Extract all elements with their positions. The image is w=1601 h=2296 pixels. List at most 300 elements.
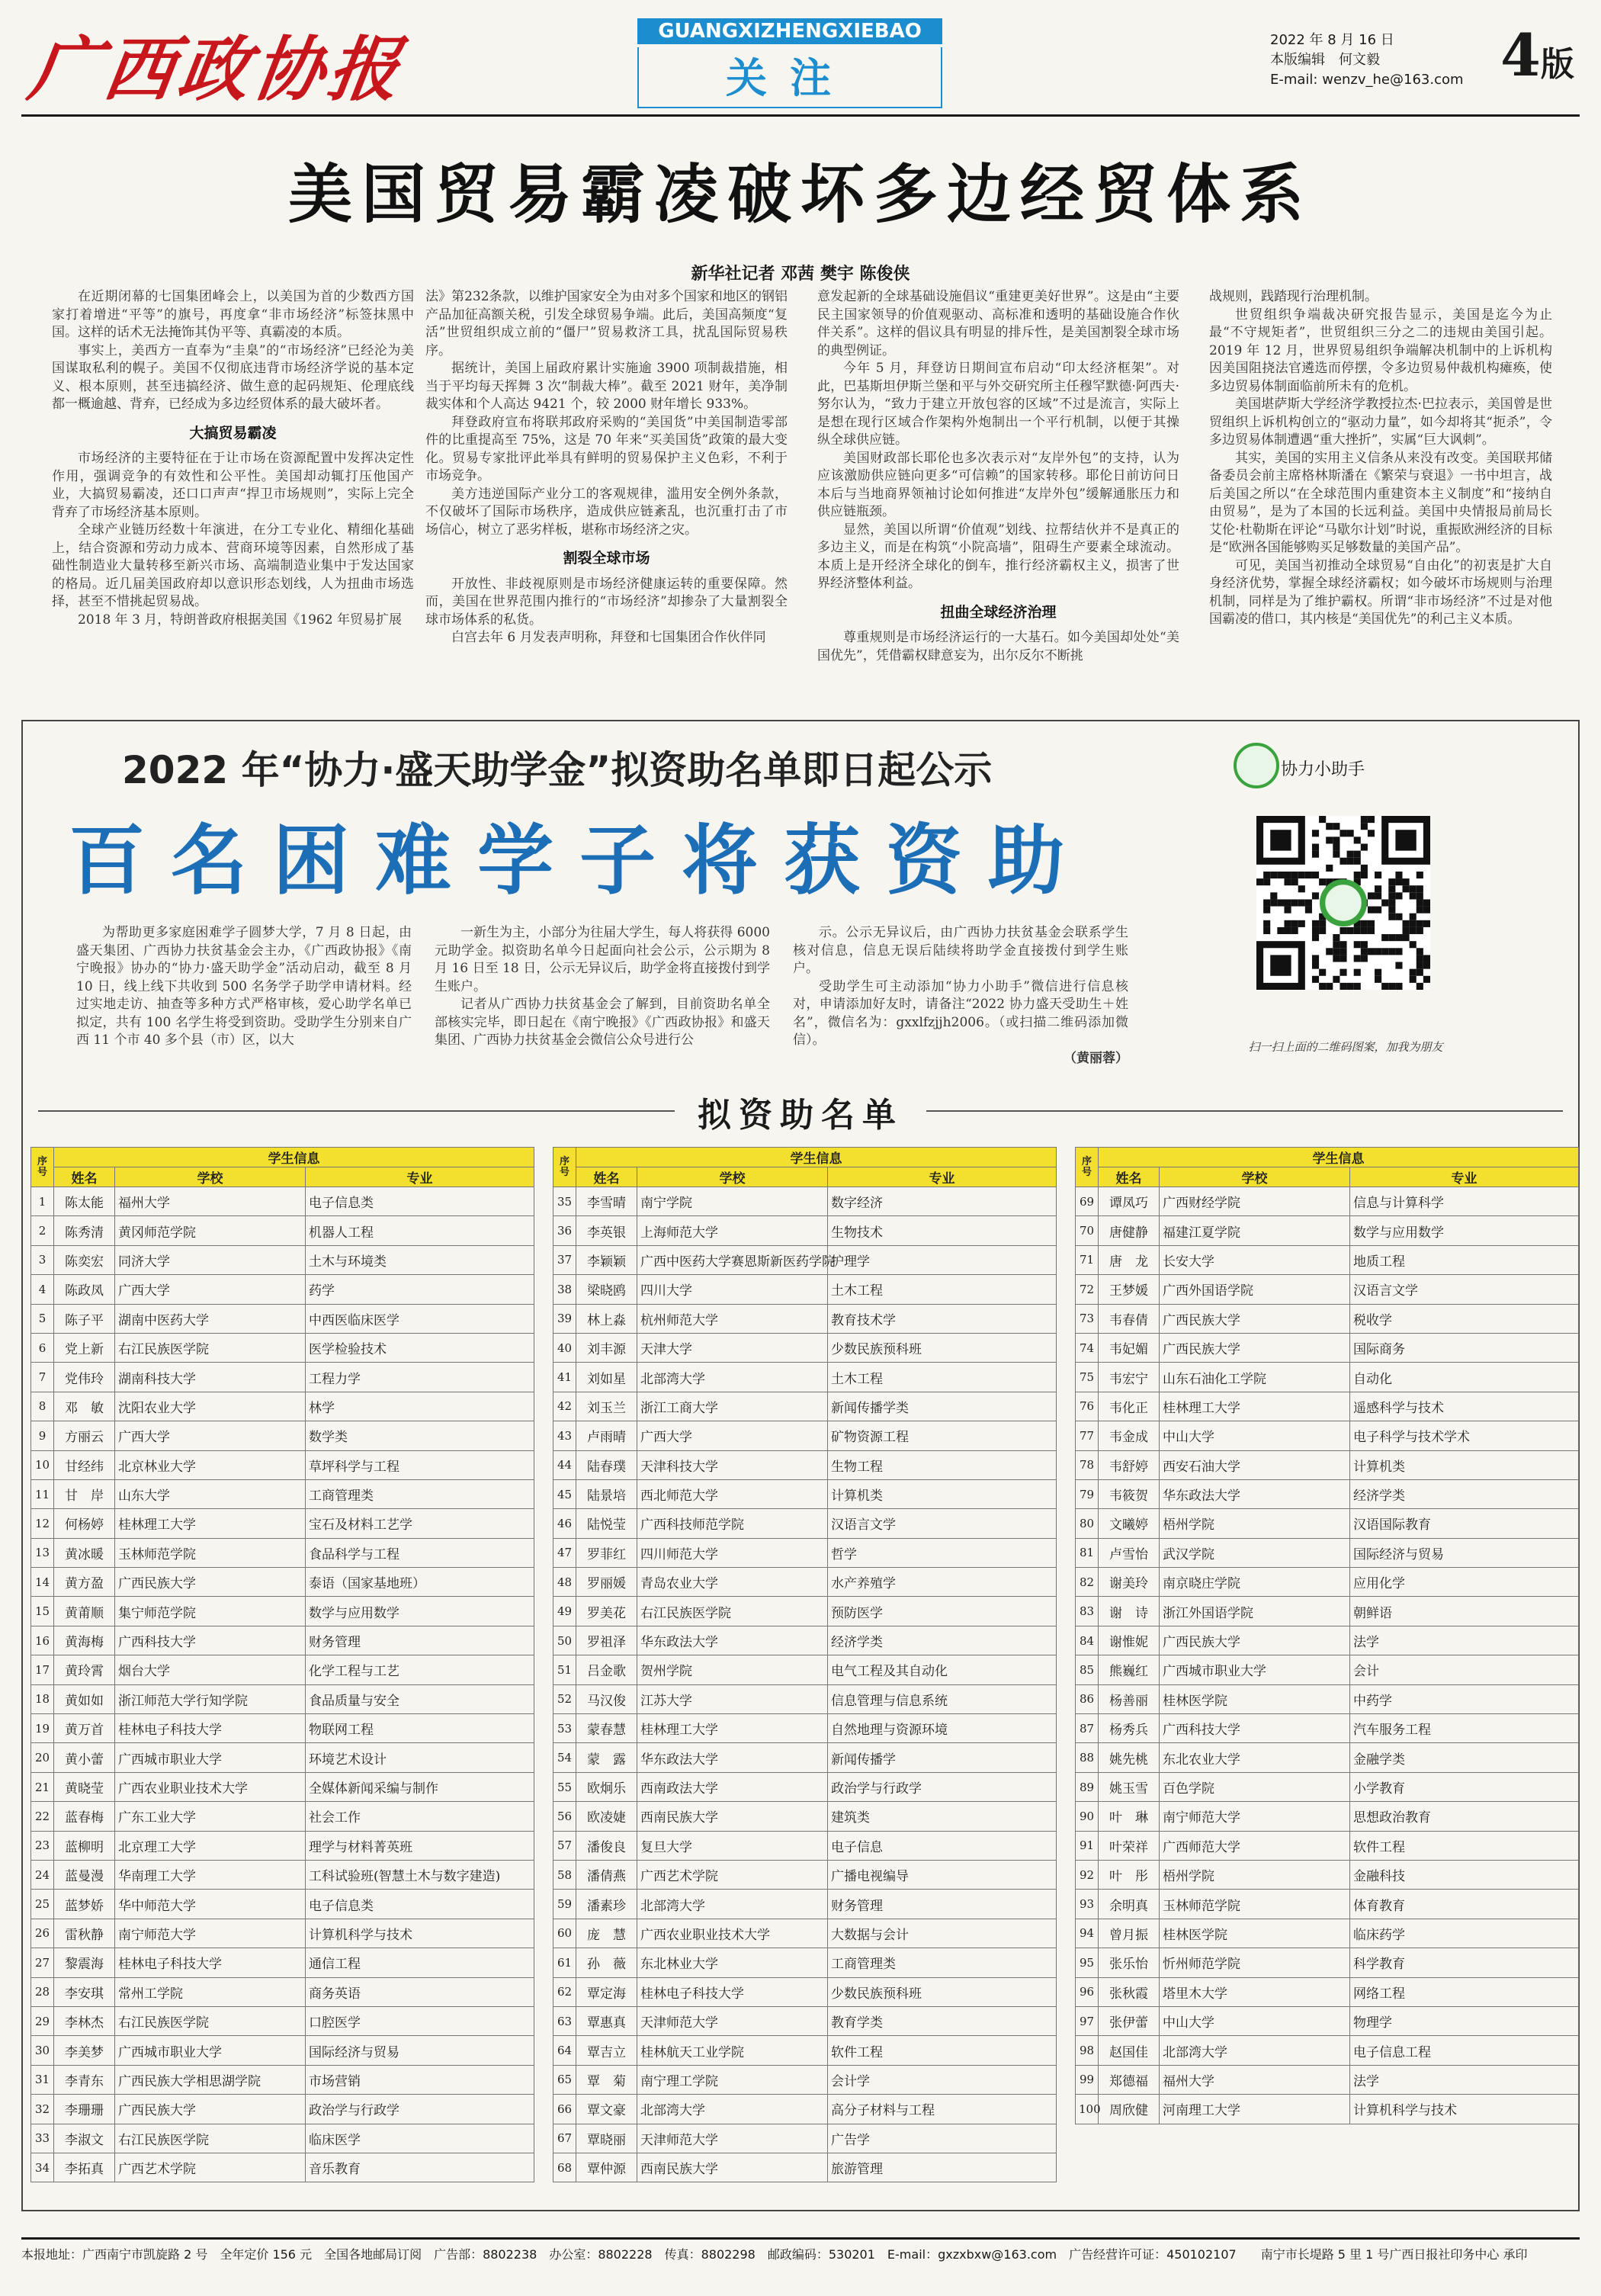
qr-code-icon[interactable] [1256, 816, 1430, 990]
table-row [31, 1421, 534, 1450]
major-name: 汉语言文学 [1350, 1275, 1579, 1304]
student-name: 杨善丽 [1099, 1684, 1160, 1713]
row-number: 73 [1076, 1304, 1099, 1333]
student-name: 黄海梅 [54, 1626, 115, 1655]
major-name: 化学工程与工艺 [306, 1655, 534, 1684]
paragraph: 显然，美国以所谓“价值观”划线、拉帮结伙并不是真正的多边主义，而是在构筑“小院高墙”，阻碍生产要素全球流动。本质上是开经济全球化的倒车，推行经济霸权主义，损害了世界经济整体利益。 [817, 522, 1179, 591]
row-number: 23 [31, 1831, 54, 1860]
major-name: 工科试验班(智慧土木与数字建造) [306, 1860, 534, 1889]
row-number: 82 [1076, 1568, 1099, 1597]
school-name: 南宁理工学院 [637, 2065, 828, 2094]
table-row [553, 1597, 1057, 1626]
school-name: 塔里木大学 [1160, 1977, 1350, 2006]
paragraph: 开放性、非歧视原则是市场经济健康运转的重要保障。然而，美国在世界范围内推行的“市场经济”却掺杂了大量割裂全球市场体系的私货。 [425, 576, 788, 628]
school-name: 广西农业职业技术大学 [637, 1919, 828, 1948]
major-name: 矿物资源工程 [828, 1421, 1057, 1450]
school-name: 广西科技大学 [115, 1626, 306, 1655]
row-number: 56 [553, 1802, 576, 1831]
notice-title: 2022 年“协力·盛天助学金”拟资助名单即日起公示 [122, 748, 993, 792]
student-name: 黄如如 [54, 1684, 115, 1713]
row-number: 50 [553, 1626, 576, 1655]
table-row [31, 1275, 534, 1304]
notice-column-2: 一新生为主，小部分为往届大学生，每人将获得 6000 元助学金。拟资助名单今日起面向社会公示，公示期为 8 月 16 日至 18 日，公示无异议后，助学金将直接拨付到学生账户。 记者从广西协力扶贫基金会了解到，目前资助名单全部核实完毕，即日起在《南宁晚报》《广西政协报》和盛天集团、广西协力扶贫基金会微信公众号进行公 [435, 925, 770, 1048]
major-name: 金融科技 [1350, 1860, 1579, 1889]
major-name: 朝鲜语 [1350, 1597, 1579, 1626]
paragraph: 美国财政部长耶伦也多次表示对“友岸外包”的支持，认为应该激励供应链向更多“可信赖”的国家转移。耶伦日前访问日本后与当地商界领袖讨论如何推进“友岸外包”缓解通胀压力和供应链瓶颈。 [817, 450, 1179, 519]
table-row [31, 1948, 534, 1977]
school-name: 湖南中医药大学 [115, 1304, 306, 1333]
table-row [31, 1333, 534, 1362]
school-name: 山东大学 [115, 1479, 306, 1508]
student-name: 黄冰暖 [54, 1538, 115, 1567]
major-name: 音乐教育 [306, 2153, 534, 2182]
table-row [553, 1772, 1057, 1801]
major-name: 工商管理类 [306, 1479, 534, 1508]
major-name: 应用化学 [1350, 1568, 1579, 1597]
row-number: 19 [31, 1714, 54, 1743]
table-row [553, 1392, 1057, 1421]
student-name: 庞 慧 [576, 1919, 637, 1948]
table-row [31, 1714, 534, 1743]
table-row [31, 1743, 534, 1772]
table-row [1076, 1714, 1579, 1743]
table-row [31, 1802, 534, 1831]
table-row [1076, 2095, 1579, 2124]
school-name: 华东政法大学 [1160, 1479, 1350, 1508]
header-school: 学校 [115, 1167, 306, 1187]
school-name: 河南理工大学 [1160, 2095, 1350, 2124]
student-name: 蒙 露 [576, 1743, 637, 1772]
table-row [1076, 2065, 1579, 2094]
school-name: 福州大学 [115, 1187, 306, 1216]
row-number: 13 [31, 1538, 54, 1567]
school-name: 湖南科技大学 [115, 1363, 306, 1392]
student-name: 叶 琳 [1099, 1802, 1160, 1831]
school-name: 南宁师范大学 [115, 1919, 306, 1948]
row-number: 91 [1076, 1831, 1099, 1860]
major-name: 土木工程 [828, 1363, 1057, 1392]
school-name: 北部湾大学 [637, 2095, 828, 2124]
row-number: 84 [1076, 1626, 1099, 1655]
row-number: 79 [1076, 1479, 1099, 1508]
header-group: 学生信息 [1099, 1148, 1579, 1167]
major-name: 食品质量与安全 [306, 1684, 534, 1713]
table-row [553, 2006, 1057, 2035]
table-row [1076, 1948, 1579, 1977]
student-name: 陆景培 [576, 1479, 637, 1508]
school-name: 西南政法大学 [637, 1772, 828, 1801]
student-name: 韦春倩 [1099, 1304, 1160, 1333]
table-row [553, 1977, 1057, 2006]
table-row [553, 1245, 1057, 1274]
major-name: 草坪科学与工程 [306, 1450, 534, 1479]
major-name: 中药学 [1350, 1684, 1579, 1713]
school-name: 北京林业大学 [115, 1450, 306, 1479]
school-name: 广西民族大学 [1160, 1626, 1350, 1655]
table-row [553, 1890, 1057, 1919]
major-name: 法学 [1350, 1626, 1579, 1655]
row-number: 44 [553, 1450, 576, 1479]
row-number: 37 [553, 1245, 576, 1274]
school-name: 西南民族大学 [637, 1802, 828, 1831]
table-row [553, 1948, 1057, 1977]
major-name: 少数民族预科班 [828, 1333, 1057, 1362]
student-name: 党上新 [54, 1333, 115, 1362]
table-row [31, 1684, 534, 1713]
school-name: 广西大学 [115, 1275, 306, 1304]
student-name: 欧凌婕 [576, 1802, 637, 1831]
table-row [31, 1568, 534, 1597]
major-name: 旅游管理 [828, 2153, 1057, 2182]
table-row [553, 1333, 1057, 1362]
table-row [553, 1538, 1057, 1567]
student-name: 余明真 [1099, 1890, 1160, 1919]
school-name: 福州大学 [1160, 2065, 1350, 2094]
table-row [31, 1450, 534, 1479]
student-name: 陈子平 [54, 1304, 115, 1333]
major-name: 建筑类 [828, 1802, 1057, 1831]
newspaper-logo: 广西政协报 [24, 28, 409, 111]
student-name: 曾月振 [1099, 1919, 1160, 1948]
major-name: 工程力学 [306, 1363, 534, 1392]
student-name: 周欣健 [1099, 2095, 1160, 2124]
major-name: 计算机科学与技术 [306, 1919, 534, 1948]
table-row [31, 2124, 534, 2153]
major-name: 电气工程及其自动化 [828, 1655, 1057, 1684]
table-row [1076, 1333, 1579, 1362]
major-name: 税收学 [1350, 1304, 1579, 1333]
row-number: 20 [31, 1743, 54, 1772]
row-number: 28 [31, 1977, 54, 2006]
table-row [1076, 1977, 1579, 2006]
school-name: 桂林电子科技大学 [637, 1977, 828, 2006]
header-name: 姓名 [576, 1167, 637, 1187]
school-name: 四川大学 [637, 1275, 828, 1304]
student-name: 张秋霞 [1099, 1977, 1160, 2006]
school-name: 天津师范大学 [637, 2124, 828, 2153]
student-name: 覃吉立 [576, 2036, 637, 2065]
school-name: 桂林医学院 [1160, 1684, 1350, 1713]
row-number: 63 [553, 2006, 576, 2035]
major-name: 汉语国际教育 [1350, 1509, 1579, 1538]
school-name: 华南理工大学 [115, 1860, 306, 1889]
row-number: 48 [553, 1568, 576, 1597]
school-name: 百色学院 [1160, 1772, 1350, 1801]
table-row [31, 1919, 534, 1948]
major-name: 数字经济 [828, 1187, 1057, 1216]
school-name: 西南民族大学 [637, 2153, 828, 2182]
table-row [553, 1479, 1057, 1508]
masthead [21, 14, 1580, 113]
article-column-3 [817, 288, 1179, 700]
student-name: 覃 菊 [576, 2065, 637, 2094]
row-number: 76 [1076, 1392, 1099, 1421]
row-number: 4 [31, 1275, 54, 1304]
table-row [553, 2095, 1057, 2124]
student-name: 陈奕宏 [54, 1245, 115, 1274]
issue-meta [1270, 31, 1464, 90]
major-name: 教育技术学 [828, 1304, 1057, 1333]
student-name: 陈太能 [54, 1187, 115, 1216]
major-name: 临床药学 [1350, 1919, 1579, 1948]
school-name: 烟台大学 [115, 1655, 306, 1684]
row-number: 80 [1076, 1509, 1099, 1538]
major-name: 地质工程 [1350, 1245, 1579, 1274]
row-number: 60 [553, 1919, 576, 1948]
row-number: 17 [31, 1655, 54, 1684]
row-number: 98 [1076, 2036, 1099, 2065]
footer: 本报地址：广西南宁市凯旋路 2 号 全年定价 156 元 全国各地邮局订阅 广告部：8802238 办公室：8802228 传真：8802298 邮政编码：530201 E-mail：gxzxbxw@163.com 广告经营许可证：450102107 南宁市长堤路 5 里 1 号广西日报社印务中心 承印 [21, 2237, 1580, 2270]
school-name: 浙江师范大学行知学院 [115, 1684, 306, 1713]
notice-column-3: 示。公示无异议后，由广西协力扶贫基金会联系学生核对信息，信息无误后陆续将助学金直接拨付到学生账户。 受助学生可主动添加“协力小助手”微信进行信息核对，申请添加好友时，请备注“2022 协力盛天受助生＋姓名”，微信名为：gxxlfzjjh2006。（或扫描二维码添加微信）。 （黄丽蓉） [793, 925, 1128, 1066]
school-name: 北部湾大学 [637, 1890, 828, 1919]
roster-table-3 [1075, 1147, 1579, 2124]
student-name: 韦筱贺 [1099, 1479, 1160, 1508]
paragraph: 事实上，美西方一直奉为“圭臬”的“市场经济”已经沦为美国谋取私利的幌子。美国不仅彻底违背市场经济学说的基本定义、根本原则，甚至违搞经济、做生意的起码规矩、伦理底线都一概逾越、背弃，已经成为多边经贸体系的最大破坏者。 [52, 342, 414, 412]
row-number: 54 [553, 1743, 576, 1772]
school-name: 桂林理工大学 [115, 1509, 306, 1538]
row-number: 71 [1076, 1245, 1099, 1274]
major-name: 电子信息工程 [1350, 2036, 1579, 2065]
row-number: 58 [553, 1860, 576, 1889]
row-number: 62 [553, 1977, 576, 2006]
student-name: 梁晓鸥 [576, 1275, 637, 1304]
row-number: 12 [31, 1509, 54, 1538]
school-name: 广西民族大学 [115, 1568, 306, 1597]
school-name: 梧州学院 [1160, 1860, 1350, 1889]
major-name: 计算机类 [1350, 1450, 1579, 1479]
table-row [31, 2095, 534, 2124]
school-name: 广西城市职业大学 [115, 1743, 306, 1772]
student-name: 李青东 [54, 2065, 115, 2094]
school-name: 南宁学院 [637, 1187, 828, 1216]
student-name: 杨秀兵 [1099, 1714, 1160, 1743]
notice-headline: 百名困难学子将获资助 [69, 816, 1090, 905]
table-row [31, 1392, 534, 1421]
student-name: 甘 岸 [54, 1479, 115, 1508]
table-row [31, 1216, 534, 1245]
school-name: 广西大学 [637, 1421, 828, 1450]
row-number: 72 [1076, 1275, 1099, 1304]
table-row [31, 2153, 534, 2182]
row-number: 83 [1076, 1597, 1099, 1626]
school-name: 广西外国语学院 [1160, 1275, 1350, 1304]
student-name: 覃仲源 [576, 2153, 637, 2182]
major-name: 理学与材料菁英班 [306, 1831, 534, 1860]
row-number: 85 [1076, 1655, 1099, 1684]
table-row [31, 1304, 534, 1333]
paragraph: 在近期闭幕的七国集团峰会上，以美国为首的少数西方国家打着增进“平等”的旗号，再度拿“非市场经济”标签抹黑中国。这样的话术无法掩饰其伪平等、真霸凌的本质。 [52, 289, 414, 340]
student-name: 谭凤巧 [1099, 1187, 1160, 1216]
table-row [553, 1187, 1057, 1216]
table-row [553, 1216, 1057, 1245]
major-name: 商务英语 [306, 1977, 534, 2006]
table-row [553, 1860, 1057, 1889]
table-row [31, 1890, 534, 1919]
major-name: 自然地理与资源环境 [828, 1714, 1057, 1743]
student-name: 邓 敏 [54, 1392, 115, 1421]
table-row [1076, 1509, 1579, 1538]
paragraph: 战规则，践踏现行治理机制。 [1209, 289, 1378, 304]
row-number: 75 [1076, 1363, 1099, 1392]
row-number: 2 [31, 1216, 54, 1245]
student-name: 覃晓丽 [576, 2124, 637, 2153]
major-name: 网络工程 [1350, 1977, 1579, 2006]
row-number: 25 [31, 1890, 54, 1919]
school-name: 广西城市职业大学 [1160, 1655, 1350, 1684]
school-name: 广东工业大学 [115, 1802, 306, 1831]
row-number: 61 [553, 1948, 576, 1977]
table-row [1076, 1275, 1579, 1304]
student-name: 谢 诗 [1099, 1597, 1160, 1626]
student-name: 罗美花 [576, 1597, 637, 1626]
editor-email: E-mail: wenzv_he@163.com [1270, 72, 1464, 88]
row-number: 6 [31, 1333, 54, 1362]
table-row [553, 1714, 1057, 1743]
student-name: 陈秀清 [54, 1216, 115, 1245]
paragraph: 意发起新的全球基础设施倡议“重建更美好世界”。这是由“主要民主国家领导的价值观驱动、高标准和透明的基础设施合作伙伴关系”。这样的倡议具有明显的排斥性，是美国割裂全球市场的典型例证。 [817, 289, 1179, 358]
student-name: 刘丰源 [576, 1333, 637, 1362]
major-name: 数学类 [306, 1421, 534, 1450]
student-name: 孙 薇 [576, 1948, 637, 1977]
row-number: 69 [1076, 1187, 1099, 1216]
school-name: 右江民族医学院 [115, 1333, 306, 1362]
school-name: 天津大学 [637, 1333, 828, 1362]
table-row [31, 1363, 534, 1392]
major-name: 软件工程 [828, 2036, 1057, 2065]
student-name: 熊巍红 [1099, 1655, 1160, 1684]
section-heading: 大搞贸易霸凌 [189, 424, 277, 442]
school-name: 桂林理工大学 [1160, 1392, 1350, 1421]
student-name: 卢雪怡 [1099, 1538, 1160, 1567]
header-seq: 序号 [1076, 1148, 1099, 1187]
major-name: 泰语（国家基地班） [306, 1568, 534, 1597]
paragraph: 其实，美国的实用主义信条从来没有改变。美国联邦储备委员会前主席格林斯潘在《繁荣与衰退》一书中坦言，战后美国之所以“在全球范围内重建资本主义制度”和“接纳自由贸易”，是为了本国的长远利益。美国中央情报局前局长艾伦·杜勒斯在评论“马歇尔计划”时说，重振欧洲经济的目标是“欧洲各国能够购买足够数量的美国产品”。 [1209, 450, 1552, 555]
student-name: 黎震海 [54, 1948, 115, 1977]
major-name: 体育教育 [1350, 1890, 1579, 1919]
section-title: 关注 [637, 47, 942, 108]
school-name: 广西大学 [115, 1421, 306, 1450]
table-row [553, 1684, 1057, 1713]
student-name: 罗丽媛 [576, 1568, 637, 1597]
student-name: 蓝梦娇 [54, 1890, 115, 1919]
row-number: 29 [31, 2006, 54, 2035]
major-name: 新闻传播学 [828, 1743, 1057, 1772]
school-name: 杭州师范大学 [637, 1304, 828, 1333]
table-row [1076, 1655, 1579, 1684]
table-row [553, 1568, 1057, 1597]
row-number: 67 [553, 2124, 576, 2153]
header-group: 学生信息 [54, 1148, 534, 1167]
table-row [553, 2036, 1057, 2065]
major-name: 科学教育 [1350, 1948, 1579, 1977]
article-column-2 [425, 288, 788, 700]
article-headline: 美国贸易霸凌破坏多边经贸体系 [287, 157, 1313, 232]
row-number: 32 [31, 2095, 54, 2124]
student-name: 叶荣祥 [1099, 1831, 1160, 1860]
major-name: 广告学 [828, 2124, 1057, 2153]
row-number: 77 [1076, 1421, 1099, 1450]
row-number: 68 [553, 2153, 576, 2182]
major-name: 土木与环境类 [306, 1245, 534, 1274]
major-name: 广播电视编导 [828, 1860, 1057, 1889]
header-major: 专业 [828, 1167, 1057, 1187]
table-row [31, 2036, 534, 2065]
row-number: 21 [31, 1772, 54, 1801]
major-name: 环境艺术设计 [306, 1743, 534, 1772]
school-name: 桂林医学院 [1160, 1919, 1350, 1948]
row-number: 81 [1076, 1538, 1099, 1567]
major-name: 自动化 [1350, 1363, 1579, 1392]
major-name: 土木工程 [828, 1275, 1057, 1304]
table-row [1076, 1304, 1579, 1333]
school-name: 东北林业大学 [637, 1948, 828, 1977]
school-name: 广西科技师范学院 [637, 1509, 828, 1538]
table-row [1076, 1743, 1579, 1772]
row-number: 57 [553, 1831, 576, 1860]
paragraph: 美国堪萨斯大学经济学教授拉杰·巴拉表示，美国曾是世贸组织上诉机构创立的“驱动力量”，如今却将其“扼杀”，令多边贸易体制遭遇“重大挫折”，实属“巨大讽刺”。 [1209, 397, 1552, 448]
school-name: 右江民族医学院 [637, 1597, 828, 1626]
table-row [31, 1538, 534, 1567]
school-name: 广西中医药大学赛恩斯新医药学院 [637, 1245, 828, 1274]
school-name: 浙江外国语学院 [1160, 1597, 1350, 1626]
major-name: 计算机类 [828, 1479, 1057, 1508]
major-name: 全媒体新闻采编与制作 [306, 1772, 534, 1801]
row-number: 74 [1076, 1333, 1099, 1362]
paragraph: 2018 年 3 月，特朗普政府根据美国《1962 年贸易扩展 [78, 612, 402, 628]
table-row [1076, 2036, 1579, 2065]
table-row [31, 1626, 534, 1655]
major-name: 机器人工程 [306, 1216, 534, 1245]
school-name: 华东政法大学 [637, 1743, 828, 1772]
table-row [553, 1743, 1057, 1772]
helper-label: 协力小助手 [1281, 760, 1365, 779]
student-name: 李安琪 [54, 1977, 115, 2006]
major-name: 小学教育 [1350, 1772, 1579, 1801]
major-name: 林学 [306, 1392, 534, 1421]
student-name: 刘如星 [576, 1363, 637, 1392]
major-name: 国际经济与贸易 [306, 2036, 534, 2065]
table-row [31, 1831, 534, 1860]
school-name: 贺州学院 [637, 1655, 828, 1684]
row-number: 87 [1076, 1714, 1099, 1743]
major-name: 会计 [1350, 1655, 1579, 1684]
student-name: 覃惠真 [576, 2006, 637, 2035]
row-number: 18 [31, 1684, 54, 1713]
major-name: 财务管理 [306, 1626, 534, 1655]
header-major: 专业 [1350, 1167, 1579, 1187]
student-name: 张乐怡 [1099, 1948, 1160, 1977]
school-name: 黄冈师范学院 [115, 1216, 306, 1245]
table-row [1076, 2006, 1579, 2035]
student-name: 唐健静 [1099, 1216, 1160, 1245]
student-name: 潘素珍 [576, 1890, 637, 1919]
row-number: 100 [1076, 2095, 1099, 2124]
major-name: 口腔医学 [306, 2006, 534, 2035]
school-name: 广西艺术学院 [637, 1860, 828, 1889]
student-name: 欧炯乐 [576, 1772, 637, 1801]
student-name: 叶 彤 [1099, 1860, 1160, 1889]
row-number: 90 [1076, 1802, 1099, 1831]
school-name: 右江民族医学院 [115, 2124, 306, 2153]
row-number: 45 [553, 1479, 576, 1508]
major-name: 汉语言文学 [828, 1509, 1057, 1538]
school-name: 广西师范大学 [1160, 1831, 1350, 1860]
table-row [31, 1860, 534, 1889]
table-row [1076, 1568, 1579, 1597]
student-name: 韦妃媚 [1099, 1333, 1160, 1362]
student-name: 马汉俊 [576, 1684, 637, 1713]
